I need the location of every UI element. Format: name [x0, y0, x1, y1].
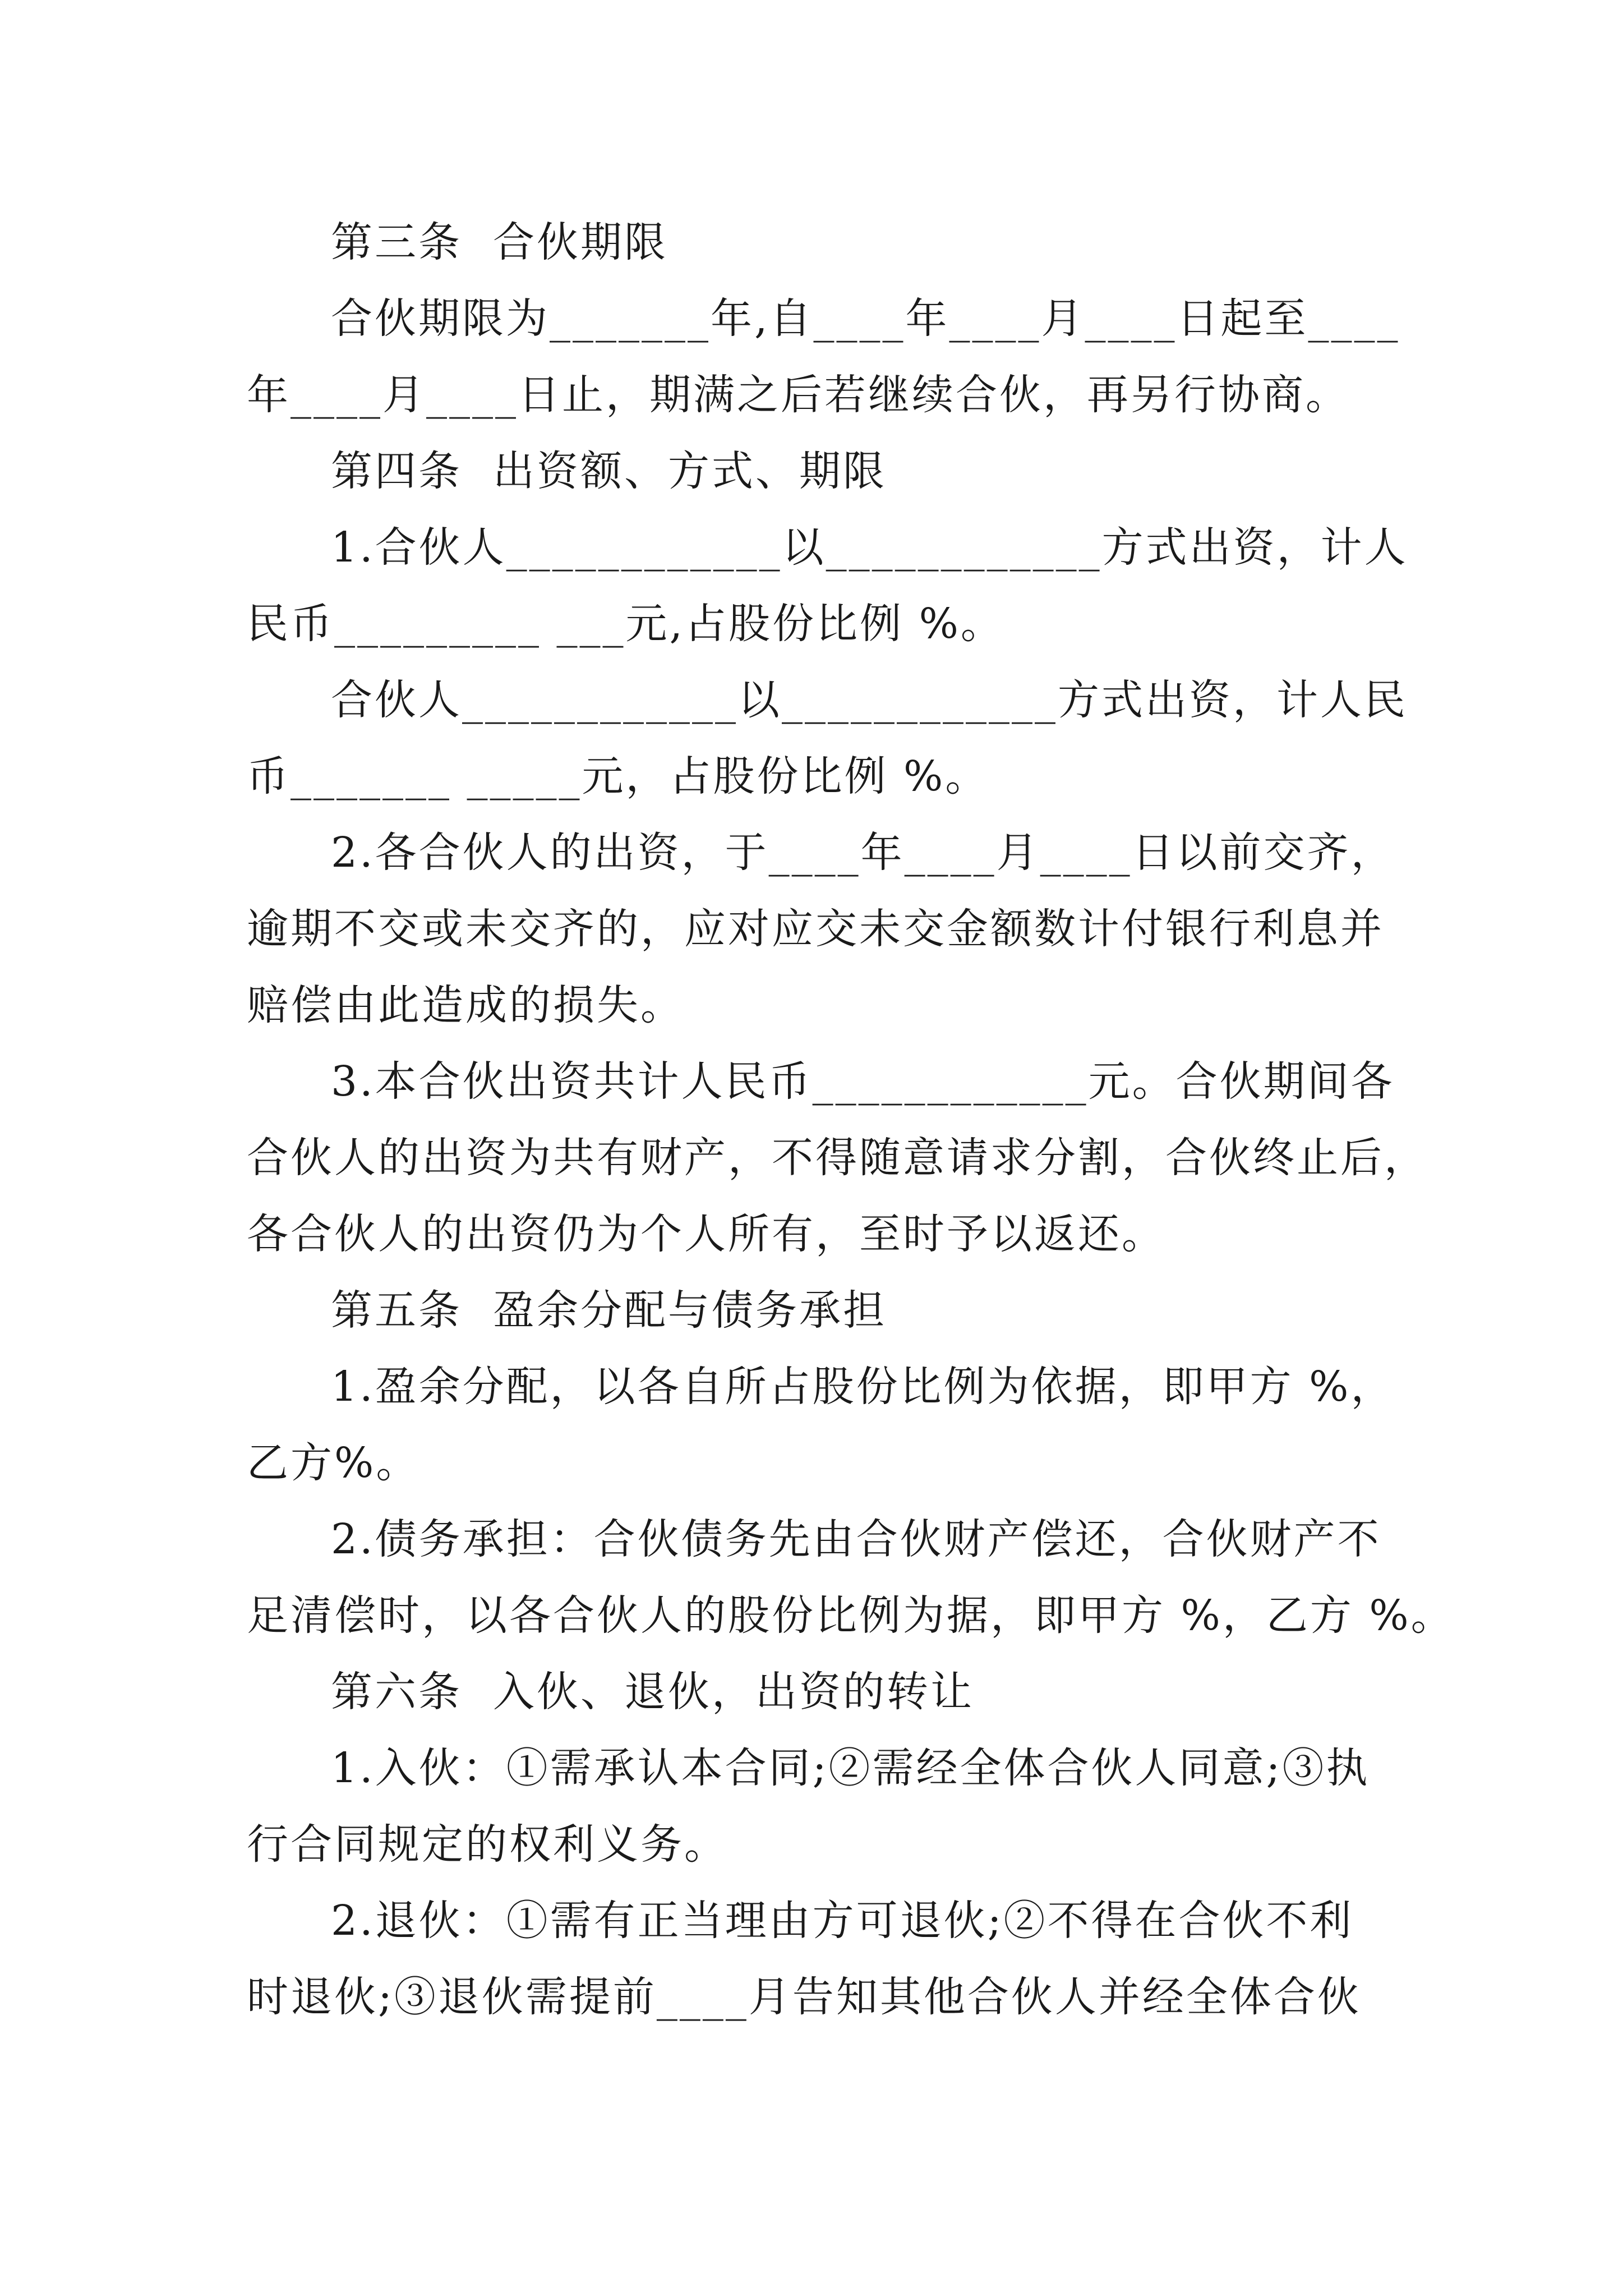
- text-line: 各合伙人的出资仍为个人所有，至时予以返还。: [247, 1210, 1165, 1258]
- text-line: 时退伙;③退伙需提前____月告知其他合伙人并经全体合伙: [247, 1973, 1361, 2021]
- text-line: 2.债务承担：合伙债务先由合伙财产偿还，合伙财产不: [331, 1515, 1381, 1563]
- text-line: 足清偿时，以各合伙人的股份比例为据，即甲方 %，乙方 %。: [247, 1591, 1455, 1640]
- text-line: 合伙期限为_______年,自____年____月____日起至____: [331, 295, 1400, 343]
- text-line: 2.各合伙人的出资，于____年____月____日以前交齐，: [331, 829, 1395, 877]
- text-line: 赔偿由此造成的损失。: [247, 981, 684, 1029]
- article-6-heading: 第六条 入伙、退伙，出资的转让: [331, 1668, 975, 1716]
- text-line: 3.本合伙出资共计人民币____________元。合伙期间各: [331, 1057, 1395, 1106]
- text-line: 1.盈余分配，以各自所占股份比例为依据，即甲方 %，: [331, 1363, 1395, 1411]
- text-line: 民币_________ ___元,占股份比例 %。: [247, 600, 1004, 648]
- text-line: 合伙人____________以____________方式出资，计人民: [331, 676, 1408, 724]
- article-3-heading: 第三条 合伙期限: [331, 218, 668, 266]
- text-line: 合伙人的出资为共有财产，不得随意请求分割，合伙终止后，: [247, 1134, 1428, 1182]
- text-line: 2.退伙：①需有正当理由方可退伙;②不得在合伙不利: [331, 1897, 1354, 1945]
- text-line: 年____月____日止，期满之后若继续合伙，再另行协商。: [247, 371, 1349, 419]
- text-line: 行合同规定的权利义务。: [247, 1820, 728, 1869]
- text-line: 1.合伙人____________以____________方式出资，计人: [331, 523, 1408, 572]
- text-line: 1.入伙：①需承认本合同;②需经全体合伙人同意;③执: [331, 1744, 1370, 1792]
- document-body: [247, 204, 1455, 2035]
- text-line: 逾期不交或未交齐的，应对应交未交金额数计付银行利息并: [247, 905, 1384, 953]
- article-5-heading: 第五条 盈余分配与债务承担: [331, 1286, 887, 1335]
- text-line: 币_______ _____元，占股份比例 %。: [247, 752, 989, 800]
- article-4-heading: 第四条 出资额、方式、期限: [331, 447, 887, 495]
- text-line: 乙方%。: [247, 1439, 420, 1487]
